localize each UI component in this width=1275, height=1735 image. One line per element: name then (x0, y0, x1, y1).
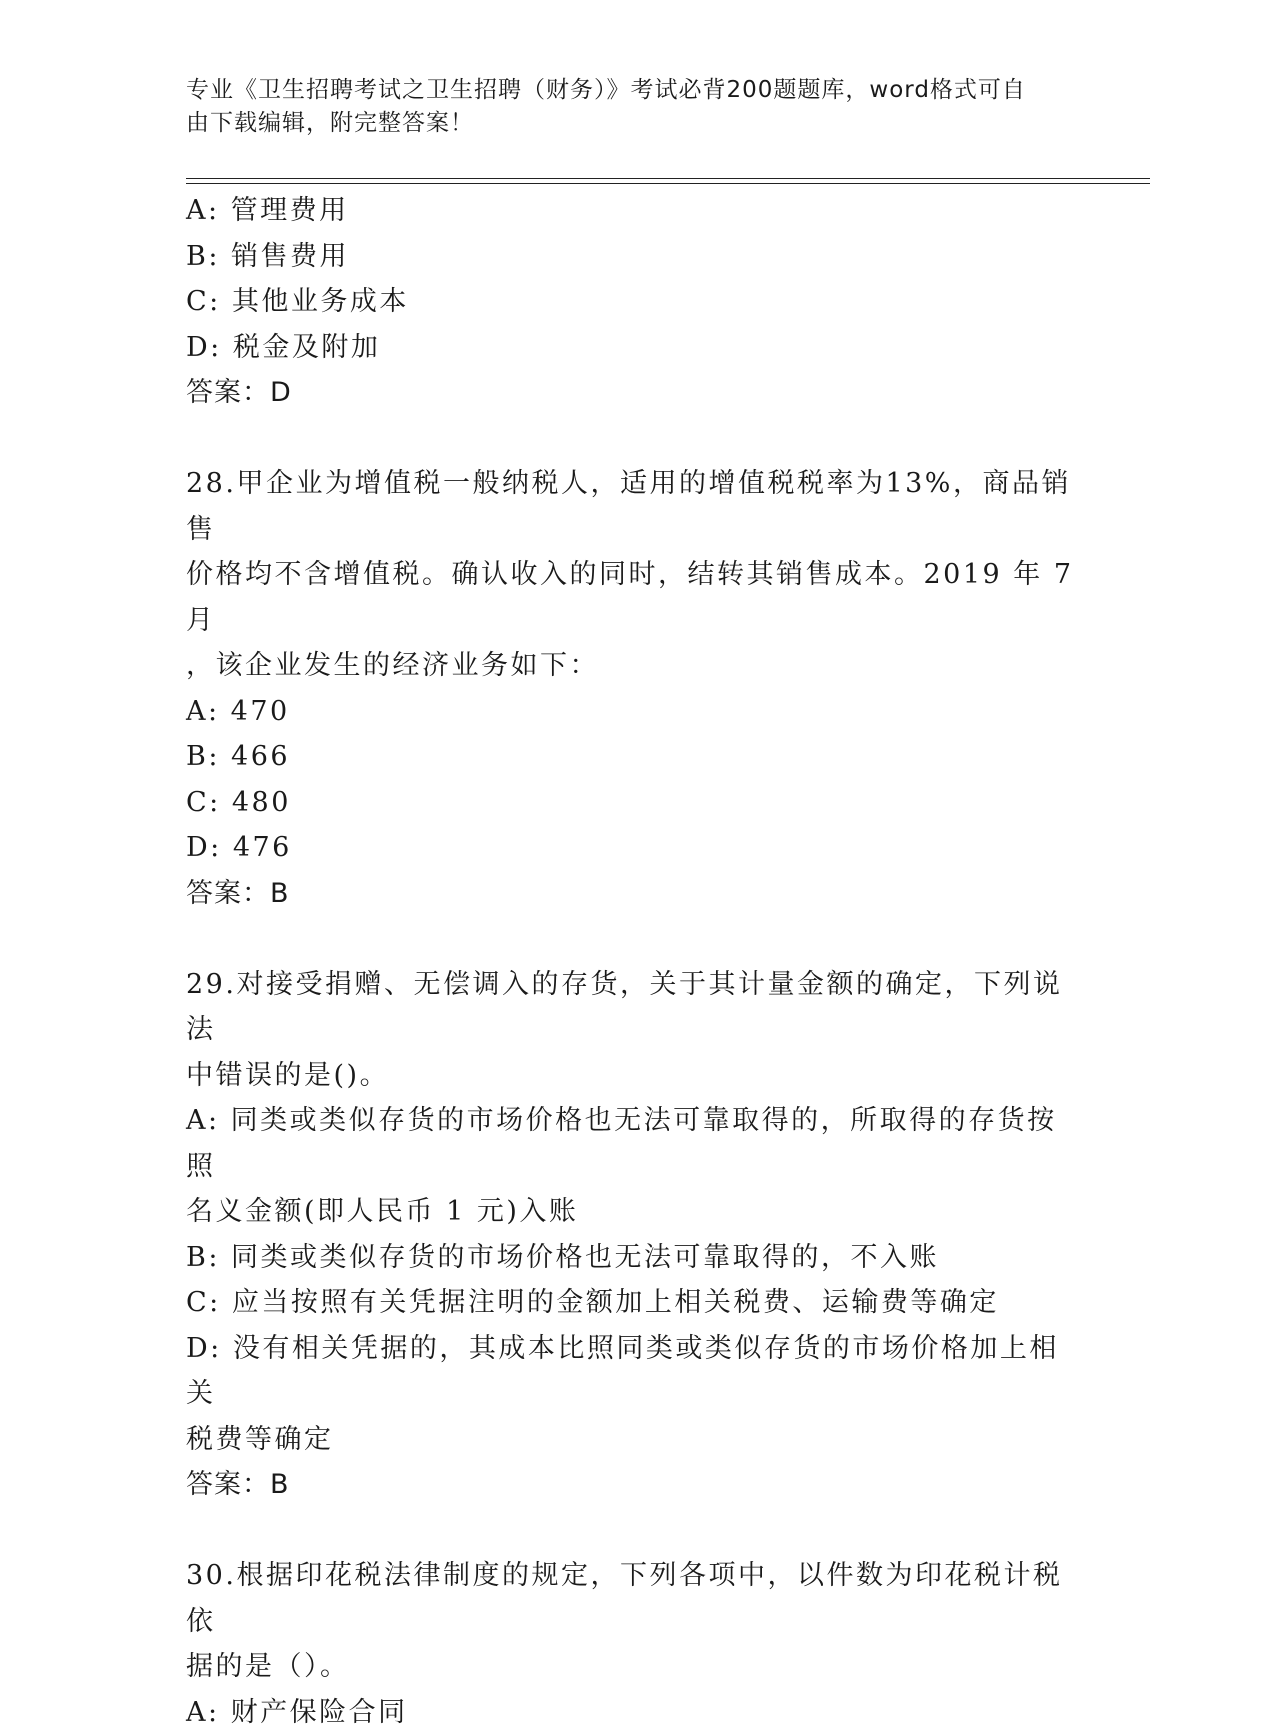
spacer (186, 1508, 1086, 1554)
question-29 (186, 962, 1086, 1508)
header-divider (186, 183, 1150, 184)
question-stem: 价格均不含增值税。确认收入的同时，结转其销售成本。2019 年 7 月 (186, 552, 1086, 643)
option-c: C: 其他业务成本 (186, 279, 1086, 325)
question-stem: 30.根据印花税法律制度的规定，下列各项中，以件数为印花税计税依 (186, 1553, 1086, 1644)
answer: 答案：B (186, 871, 1086, 917)
header-line: 由下载编辑，附完整答案！ (186, 107, 1066, 140)
option-c: C: 应当按照有关凭据注明的金额加上相关税费、运输费等确定 (186, 1280, 1086, 1326)
option-c: C: 480 (186, 780, 1086, 826)
question-list (186, 188, 1086, 1735)
option-a-continued: 名义金额(即人民币 1 元)入账 (186, 1189, 1086, 1235)
option-b: B: 466 (186, 734, 1086, 780)
question-30 (186, 1553, 1086, 1735)
question-stem: 中错误的是()。 (186, 1053, 1086, 1099)
option-d-continued: 税费等确定 (186, 1417, 1086, 1463)
header-line: 专业《卫生招聘考试之卫生招聘（财务）》考试必背200题题库，word格式可自 (186, 74, 1066, 107)
question-stem: 据的是（）。 (186, 1644, 1086, 1690)
option-b: B: 销售费用 (186, 234, 1086, 280)
option-a: A: 同类或类似存货的市场价格也无法可靠取得的，所取得的存货按照 (186, 1098, 1086, 1189)
option-d: D: 476 (186, 825, 1086, 871)
option-d: D: 税金及附加 (186, 325, 1086, 371)
header-divider (186, 178, 1150, 179)
option-a: A: 财产保险合同 (186, 1690, 1086, 1735)
document-header (186, 74, 1066, 140)
question-27 (186, 188, 1086, 416)
option-a: A: 470 (186, 689, 1086, 735)
question-stem: 29.对接受捐赠、无偿调入的存货，关于其计量金额的确定，下列说法 (186, 962, 1086, 1053)
option-d: D: 没有相关凭据的，其成本比照同类或类似存货的市场价格加上相关 (186, 1326, 1086, 1417)
spacer (186, 916, 1086, 962)
question-28 (186, 461, 1086, 916)
question-stem: 28.甲企业为增值税一般纳税人，适用的增值税税率为13%，商品销售 (186, 461, 1086, 552)
option-b: B: 同类或类似存货的市场价格也无法可靠取得的，不入账 (186, 1235, 1086, 1281)
spacer (186, 416, 1086, 462)
question-stem: ，该企业发生的经济业务如下： (186, 643, 1086, 689)
answer: 答案：B (186, 1462, 1086, 1508)
option-a: A: 管理费用 (186, 188, 1086, 234)
answer: 答案：D (186, 370, 1086, 416)
